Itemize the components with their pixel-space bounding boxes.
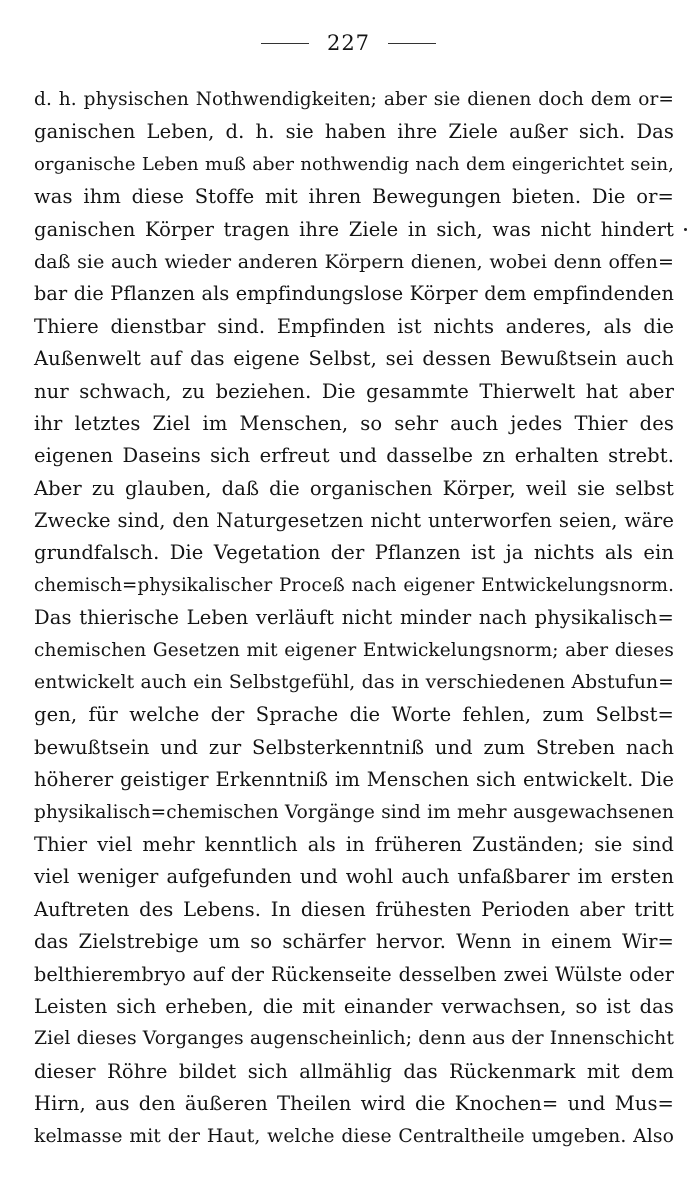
text-line: gen, für welche der Sprache die Worte fehlen, zum Selbst=: [34, 703, 674, 727]
text-line: Auftreten des Lebens. In diesen frühesten Perioden aber tritt: [34, 897, 674, 921]
header-rule-right: [388, 43, 436, 44]
text-line: Hirn, aus den äußeren Theilen wird die Knochen= und Mus=: [34, 1092, 674, 1116]
text-line: Thier viel mehr kenntlich als in früheren Zuständen; sie sind: [34, 832, 674, 856]
header-rule-left: [261, 43, 309, 44]
text-line: Thiere dienstbar sind. Empfinden ist nichts anderes, als die: [34, 314, 674, 338]
text-line: Ziel dieses Vorganges augenscheinlich; denn aus der Innenschicht: [34, 1028, 674, 1050]
page-number: 227: [326, 30, 371, 55]
text-line: chemischen Gesetzen mit eigener Entwickelungsnorm; aber dieses: [34, 639, 674, 661]
text-line: organische Leben muß aber nothwendig nach dem eingerichtet sein,: [34, 153, 674, 175]
text-line: was ihm diese Stoffe mit ihren Bewegungen bieten. Die or=: [34, 185, 674, 209]
text-line: höherer geistiger Erkenntniß im Menschen sich entwickelt. Die: [34, 768, 674, 792]
text-line: nur schwach, zu beziehen. Die gesammte Thierwelt hat aber: [34, 379, 674, 403]
text-line: Das thierische Leben verläuft nicht minder nach physikalisch=: [34, 606, 674, 630]
text-line: bar die Pflanzen als empfindungslose Körper dem empfindenden: [34, 282, 674, 306]
body-text: [34, 84, 674, 1153]
text-line: dieser Röhre bildet sich allmählig das Rückenmark mit dem: [34, 1059, 674, 1083]
text-line: Aber zu glauben, daß die organischen Körper, weil sie selbst: [34, 476, 674, 500]
text-line: Zwecke sind, den Naturgesetzen nicht unterworfen seien, wäre: [34, 509, 674, 533]
text-line: d. h. physischen Nothwendigkeiten; aber sie dienen doch dem or=: [34, 89, 674, 110]
text-line: belthierembryo auf der Rückenseite desselben zwei Wülste oder: [34, 962, 674, 986]
text-line: physikalisch=chemischen Vorgänge sind im mehr ausgewachsenen: [34, 801, 674, 823]
text-line: ganischen Leben, d. h. sie haben ihre Ziele außer sich. Das: [34, 120, 674, 144]
text-line: Außenwelt auf das eigene Selbst, sei dessen Bewußtsein auch: [34, 347, 674, 371]
margin-speck: [684, 228, 687, 231]
text-line: chemisch=physikalischer Proceß nach eigener Entwickelungsnorm.: [34, 574, 674, 596]
text-line: entwickelt auch ein Selbstgefühl, das in verschiedenen Abstufun=: [34, 672, 674, 694]
text-line: Leisten sich erheben, die mit einander verwachsen, so ist das: [34, 994, 674, 1018]
text-line: grundfalsch. Die Vegetation der Pflanzen ist ja nichts als ein: [34, 541, 674, 565]
text-line: kelmasse mit der Haut, welche diese Centraltheile umgeben. Also: [34, 1125, 674, 1147]
text-line: ganischen Körper tragen ihre Ziele in sich, was nicht hindert: [34, 217, 674, 241]
text-line: viel weniger aufgefunden und wohl auch unfaßbarer im ersten: [34, 865, 674, 889]
text-line: eigenen Daseins sich erfreut und dasselbe zn erhalten strebt.: [34, 444, 674, 468]
text-line: daß sie auch wieder anderen Körpern dienen, wobei denn offen=: [34, 250, 674, 273]
text-line: bewußtsein und zur Selbsterkenntniß und zum Streben nach: [34, 735, 674, 759]
text-line: das Zielstrebige um so schärfer hervor. Wenn in einem Wir=: [34, 930, 674, 954]
page-header: [0, 26, 697, 60]
text-line: ihr letztes Ziel im Menschen, so sehr auch jedes Thier des: [34, 411, 674, 435]
